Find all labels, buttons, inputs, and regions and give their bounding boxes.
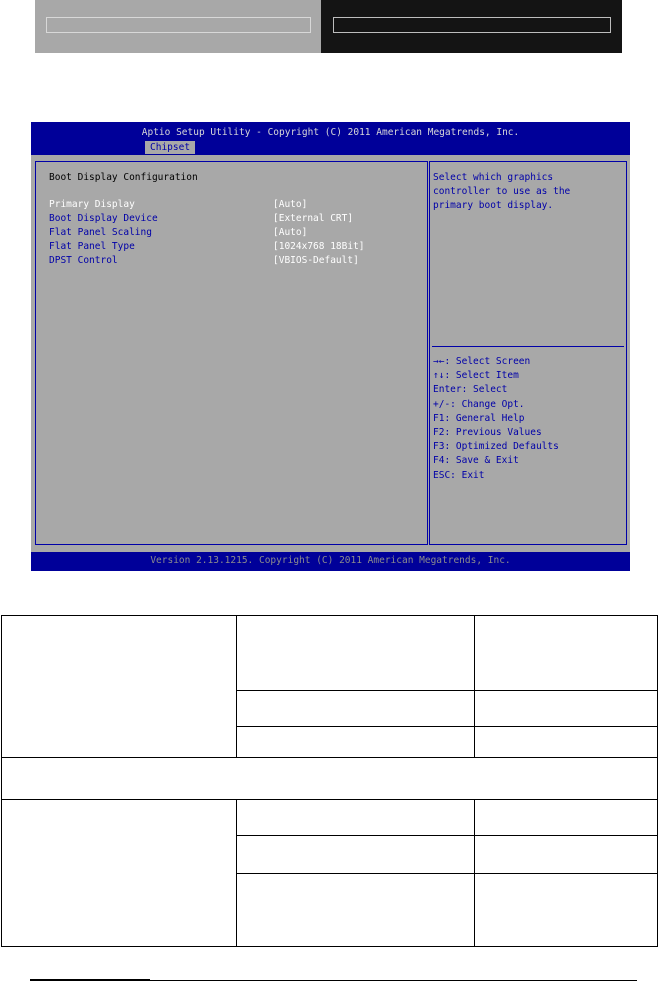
table-cell [474, 873, 658, 947]
bios-footer: Version 2.13.1215. Copyright (C) 2011 American Megatrends, Inc. [150, 555, 511, 566]
setting-value[interactable]: [1024x768 18Bit] [273, 241, 365, 252]
bios-title: Aptio Setup Utility - Copyright (C) 2011 American Megatrends, Inc. [141, 127, 520, 138]
key-esc-exit: ESC: Exit [433, 469, 485, 481]
banner-right-field [333, 17, 611, 33]
table-cell [474, 835, 658, 874]
setting-primary-display[interactable] [49, 198, 421, 212]
bios-screen [31, 122, 630, 571]
table-cell [1, 757, 658, 800]
key-select-screen: →←: Select Screen [433, 356, 531, 367]
page-footer-rule-accent [30, 979, 150, 981]
table-cell [1, 615, 237, 758]
banner-left-field [46, 17, 311, 33]
table-cell [474, 799, 658, 836]
bios-help-panel [429, 161, 627, 545]
key-save-exit: F4: Save & Exit [433, 455, 519, 467]
table-cell [236, 690, 475, 727]
key-select-item: ↑↓: Select Item [433, 370, 519, 382]
table-cell [474, 726, 658, 758]
setting-value[interactable]: [Auto] [273, 199, 308, 210]
banner-right-panel [321, 0, 622, 53]
setting-value[interactable]: [External CRT] [273, 213, 354, 224]
tab-chipset[interactable]: Chipset [145, 141, 195, 154]
setting-value[interactable]: [Auto] [273, 227, 308, 238]
setting-flat-panel-scaling[interactable] [49, 226, 421, 240]
setting-flat-panel-type[interactable] [49, 240, 421, 254]
key-previous-values: F2: Previous Values [433, 426, 542, 438]
setting-label: Flat Panel Type [49, 241, 135, 252]
banner-left-panel [35, 0, 321, 53]
table-cell [236, 799, 475, 836]
key-enter-select: Enter: Select [433, 384, 508, 396]
key-general-help: F1: General Help [433, 412, 525, 424]
table-cell [474, 615, 658, 691]
setting-boot-display-device[interactable] [49, 212, 421, 226]
setting-label: DPST Control [49, 255, 118, 266]
table-cell [236, 835, 475, 874]
table-cell [236, 726, 475, 758]
help-divider [432, 346, 624, 347]
bios-title-bar [31, 122, 630, 155]
setting-value[interactable]: [VBIOS-Default] [273, 255, 359, 266]
key-legend [433, 355, 623, 483]
setting-dpst-control[interactable] [49, 254, 421, 268]
key-optimized-defaults: F3: Optimized Defaults [433, 441, 559, 453]
section-title: Boot Display Configuration [49, 172, 198, 183]
setting-label: Flat Panel Scaling [49, 227, 152, 238]
table-cell [1, 799, 237, 947]
bios-settings-panel [35, 161, 428, 545]
setting-label: Primary Display [49, 199, 135, 210]
header-banner [35, 0, 622, 53]
bios-status-bar [31, 552, 630, 571]
page-footer-rule [30, 980, 637, 981]
table-cell [236, 615, 475, 691]
key-change-opt: +/-: Change Opt. [433, 398, 525, 410]
table-cell [474, 690, 658, 727]
setting-label: Boot Display Device [49, 213, 158, 224]
help-text: Select which graphics controller to use as the primary boot display. [433, 172, 571, 211]
settings-table [0, 615, 659, 947]
table-cell [236, 873, 475, 947]
